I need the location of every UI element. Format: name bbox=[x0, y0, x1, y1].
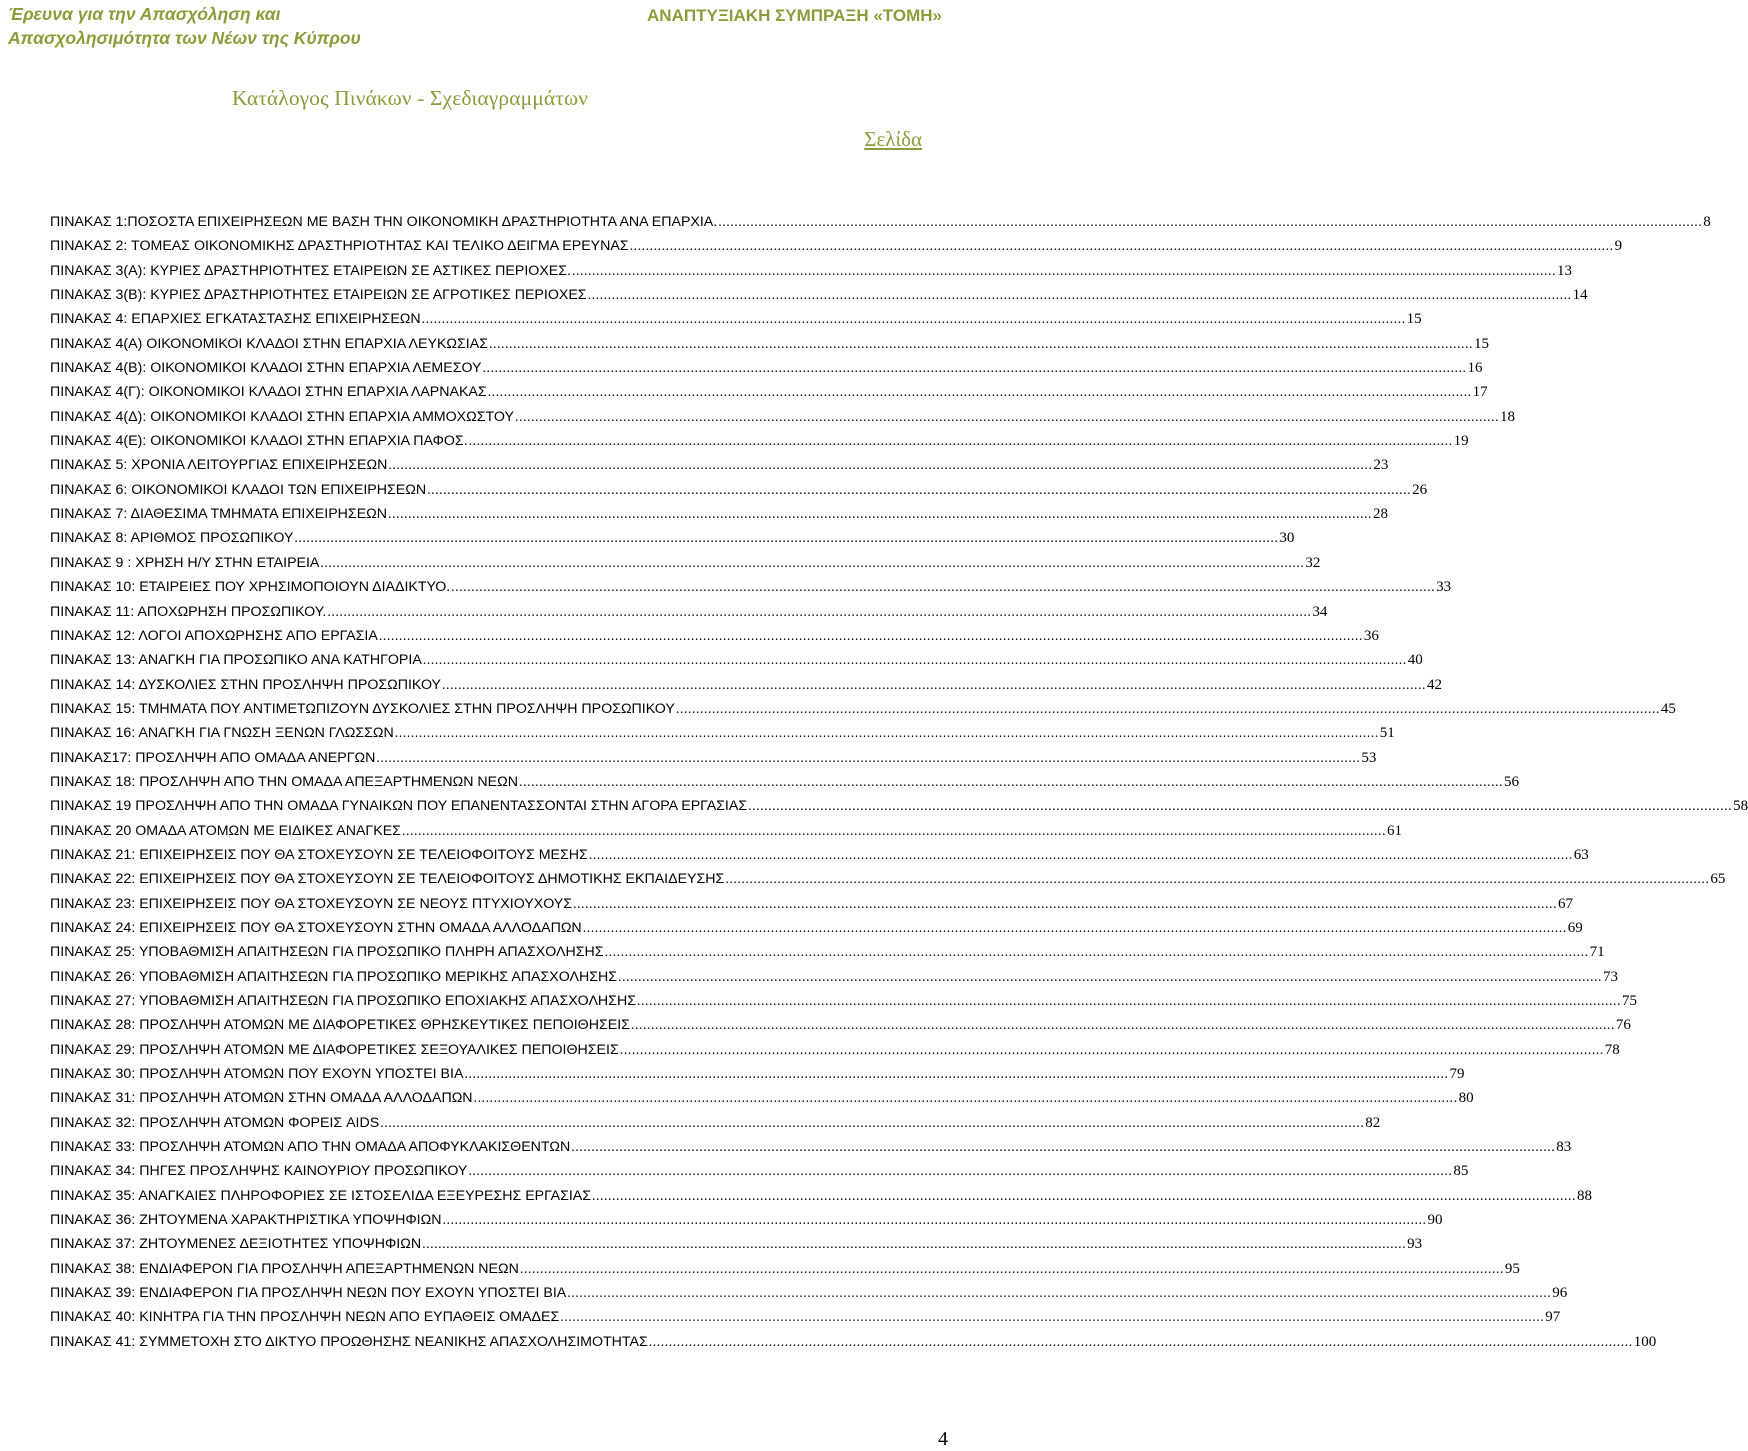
toc-entry-label: ΠΙΝΑΚΑΣ 40: ΚΙΝΗΤΡΑ ΓΙΑ ΤΗΝ ΠΡΟΣΛΗΨΗ ΝΕΩΝ ΑΠΟ ΕΥΠΑΘΕΙΣ ΟΜΑΔΕΣ bbox=[50, 1309, 560, 1326]
toc-dot-leader bbox=[748, 799, 1732, 815]
toc-entry-label: ΠΙΝΑΚΑΣ 3(Β): ΚΥΡΙΕΣ ΔΡΑΣΤΗΡΙΟΤΗΤΕΣ ΕΤΑΙΡΕΙΩΝ ΣΕ ΑΓΡΟΤΙΚΕΣ ΠΕΡΙΟΧΕΣ bbox=[50, 287, 587, 304]
toc-dot-leader bbox=[488, 385, 1472, 401]
toc-entry[interactable] bbox=[50, 822, 1402, 847]
toc-entry-page: 63 bbox=[1573, 846, 1589, 863]
toc-entry[interactable] bbox=[50, 1212, 1443, 1236]
toc-entry-label: ΠΙΝΑΚΑΣ 11: ΑΠΟΧΩΡΗΣΗ ΠΡΟΣΩΠΙΚΟΥ. bbox=[50, 603, 327, 620]
toc-dot-leader bbox=[515, 410, 1499, 426]
toc-dot-leader bbox=[718, 215, 1702, 231]
toc-dot-leader bbox=[620, 1043, 1604, 1059]
toc-entry-label: ΠΙΝΑΚΑΣ 26: ΥΠΟΒΑΘΜΙΣΗ ΑΠΑΙΤΗΣΕΩΝ ΓΙΑ ΠΡΟΣΩΠΙΚΟ ΜΕΡΙΚΗΣ ΑΠΑΣΧΟΛΗΣΗΣ bbox=[50, 968, 618, 985]
toc-entry[interactable] bbox=[50, 360, 1483, 384]
toc-entry-page: 17 bbox=[1472, 384, 1488, 401]
toc-entry-label: ΠΙΝΑΚΑΣ 4: ΕΠΑΡΧΙΕΣ ΕΓΚΑΤΑΣΤΑΣΗΣ ΕΠΙΧΕΙΡΗΣΕΩΝ bbox=[50, 311, 421, 328]
toc-entry-page: 73 bbox=[1603, 968, 1619, 985]
toc-entry-page: 18 bbox=[1499, 408, 1515, 425]
toc-entry-page: 69 bbox=[1567, 919, 1583, 936]
toc-entry-label: ΠΙΝΑΚΑΣ 5: ΧΡΟΝΙΑ ΛΕΙΤΟΥΡΓΙΑΣ ΕΠΙΧΕΙΡΗΣΕΩΝ bbox=[50, 457, 388, 474]
toc-dot-leader bbox=[592, 1189, 1576, 1205]
toc-entry[interactable] bbox=[50, 287, 1588, 311]
toc-entry[interactable] bbox=[50, 408, 1515, 433]
toc-entry-label: ΠΙΝΑΚΑΣ 2: ΤΟΜΕΑΣ ΟΙΚΟΝΟΜΙΚΗΣ ΔΡΑΣΤΗΡΙΟΤΗΤΑΣ ΚΑΙ ΤΕΛΙΚΟ ΔΕΙΓΜΑ ΕΡΕΥΝΑΣ bbox=[50, 238, 629, 255]
toc-entry[interactable] bbox=[50, 1333, 1657, 1358]
toc-entry-label: ΠΙΝΑΚΑΣ 6: ΟΙΚΟΝΟΜΙΚΟΙ ΚΛΑΔΟΙ ΤΩΝ ΕΠΙΧΕΙΡΗΣΕΩΝ bbox=[50, 481, 427, 498]
toc-entry-label: ΠΙΝΑΚΑΣ 35: ΑΝΑΓΚΑΙΕΣ ΠΛΗΡΟΦΟΡΙΕΣ ΣΕ ΙΣΤΟΣΕΛΙΔΑ ΕΞΕΥΡΕΣΗΣ ΕΡΓΑΣΙΑΣ bbox=[50, 1187, 592, 1204]
toc-entry[interactable] bbox=[50, 1066, 1465, 1090]
toc-entry-label: ΠΙΝΑΚΑΣ 18: ΠΡΟΣΛΗΨΗ ΑΠΟ ΤΗΝ ΟΜΑΔΑ ΑΠΕΞΑΡΤΗΜΕΝΩΝ ΝΕΩΝ bbox=[50, 773, 518, 790]
header-partnership-name: ΑΝΑΠΤΥΞΙΑΚΗ ΣΥΜΠΡΑΞΗ «ΤΟΜΗ» bbox=[647, 6, 942, 25]
toc-dot-leader bbox=[573, 897, 1557, 913]
toc-entry-page: 15 bbox=[1473, 335, 1489, 352]
toc-entry-page: 96 bbox=[1552, 1285, 1568, 1302]
toc-dot-leader bbox=[483, 361, 1467, 377]
toc-dot-leader bbox=[520, 1262, 1504, 1278]
toc-entry[interactable] bbox=[50, 1163, 1469, 1187]
toc-entry-page: 30 bbox=[1279, 530, 1295, 547]
toc-entry-page: 79 bbox=[1449, 1066, 1465, 1083]
toc-entry[interactable] bbox=[50, 1017, 1631, 1041]
toc-entry-page: 76 bbox=[1615, 1017, 1631, 1034]
toc-entry[interactable] bbox=[50, 384, 1488, 408]
toc-entry-label: ΠΙΝΑΚΑΣ 30: ΠΡΟΣΛΗΨΗ ΑΤΟΜΩΝ ΠΟΥ ΕΧΟΥΝ ΥΠΟΣΤΕΙ ΒΙΑ bbox=[50, 1066, 464, 1083]
toc-entry-label: ΠΙΝΑΚΑΣ 24: ΕΠΙΧΕΙΡΗΣΕΙΣ ΠΟΥ ΘΑ ΣΤΟΧΕΥΣΟΥΝ ΣΤΗΝ ΟΜΑΔΑ ΑΛΛΟΔΑΠΩΝ bbox=[50, 919, 582, 936]
toc-entry-page: 45 bbox=[1660, 700, 1676, 717]
toc-entry-page: 14 bbox=[1572, 287, 1588, 304]
toc-entry[interactable] bbox=[50, 311, 1422, 335]
toc-entry-page: 15 bbox=[1406, 311, 1422, 328]
toc-entry-label: ΠΙΝΑΚΑΣ17: ΠΡΟΣΛΗΨΗ ΑΠΟ ΟΜΑΔΑ ΑΝΕΡΓΩΝ bbox=[50, 749, 376, 766]
toc-entry[interactable] bbox=[50, 603, 1328, 628]
toc-dot-leader bbox=[427, 483, 1411, 499]
toc-entry[interactable] bbox=[50, 725, 1395, 749]
header-title-line1: Έρευνα για την Απασχόληση και bbox=[8, 4, 281, 24]
page-title: Κατάλογος Πινάκων - Σχεδιαγραμμάτων bbox=[232, 86, 589, 110]
toc-dot-leader bbox=[294, 531, 1278, 547]
toc-entry-page: 34 bbox=[1312, 603, 1328, 620]
toc-entry[interactable] bbox=[50, 919, 1583, 944]
toc-entry-label: ΠΙΝΑΚΑΣ 33: ΠΡΟΣΛΗΨΗ ΑΤΟΜΩΝ ΑΠΟ ΤΗΝ ΟΜΑΔΑ ΑΠΟΦΥΚΛΑΚΙΣΘΕΝΤΩΝ bbox=[50, 1139, 571, 1156]
toc-dot-leader bbox=[320, 556, 1304, 572]
toc-entry-page: 78 bbox=[1604, 1041, 1620, 1058]
toc-entry-page: 75 bbox=[1621, 993, 1637, 1009]
toc-entry-label: ΠΙΝΑΚΑΣ 28: ΠΡΟΣΛΗΨΗ ΑΤΟΜΩΝ ΜΕ ΔΙΑΦΟΡΕΤΙΚΕΣ ΘΡΗΣΚΕΥΤΙΚΕΣ ΠΕΠΟΙΘΗΣΕΙΣ bbox=[50, 1017, 630, 1034]
toc-entry-label: ΠΙΝΑΚΑΣ 4(Δ): ΟΙΚΟΝΟΜΙΚΟΙ ΚΛΑΔΟΙ ΣΤΗΝ ΕΠΑΡΧΙΑ ΑΜΜΟΧΩΣΤΟΥ bbox=[50, 408, 514, 425]
toc-entry-label: ΠΙΝΑΚΑΣ 22: ΕΠΙΧΕΙΡΗΣΕΙΣ ΠΟΥ ΘΑ ΣΤΟΧΕΥΣΟΥΝ ΣΕ ΤΕΛΕΙΟΦΟΙΤΟΥΣ ΔΗΜΟΤΙΚΗΣ ΕΚΠΑΙΔΕΥΣΗΣ bbox=[50, 871, 725, 888]
toc-entry-label: ΠΙΝΑΚΑΣ 1:ΠΟΣΟΣΤΑ ΕΠΙΧΕΙΡΗΣΕΩΝ ΜΕ ΒΑΣΗ ΤΗΝ ΟΙΚΟΝΟΜΙΚΗ ΔΡΑΣΤΗΡΙΟΤΗΤΑ ΑΝΑ ΕΠΑΡΧΙΑ. bbox=[50, 214, 718, 230]
toc-entry-label: ΠΙΝΑΚΑΣ 13: ΑΝΑΓΚΗ ΓΙΑ ΠΡΟΣΩΠΙΚΟ ΑΝΑ ΚΑΤΗΓΟΡΙΑ bbox=[50, 652, 422, 669]
toc-entry[interactable] bbox=[50, 1260, 1520, 1285]
toc-dot-leader bbox=[442, 1213, 1426, 1229]
toc-entry-page: 28 bbox=[1373, 506, 1389, 523]
toc-entry[interactable] bbox=[50, 1285, 1568, 1309]
toc-entry-label: ΠΙΝΑΚΑΣ 39: ΕΝΔΙΑΦΕΡΟΝ ΓΙΑ ΠΡΟΣΛΗΨΗ ΝΕΩΝ ΠΟΥ ΕΧΟΥΝ ΥΠΟΣΤΕΙ ΒΙΑ bbox=[50, 1285, 567, 1302]
toc-entry[interactable] bbox=[50, 238, 1623, 262]
toc-entry[interactable] bbox=[50, 1187, 1593, 1212]
toc-entry-page: 82 bbox=[1365, 1114, 1381, 1131]
toc-dot-leader bbox=[631, 1018, 1615, 1034]
header-title-line2: Απασχολησιμότητα των Νέων της Κύπρου bbox=[8, 28, 361, 48]
toc-entry-label: ΠΙΝΑΚΑΣ 38: ΕΝΔΙΑΦΕΡΟΝ ΓΙΑ ΠΡΟΣΛΗΨΗ ΑΠΕΞΑΡΤΗΜΕΝΩΝ ΝΕΩΝ bbox=[50, 1260, 519, 1277]
toc-entry-label: ΠΙΝΑΚΑΣ 31: ΠΡΟΣΛΗΨΗ ΑΤΟΜΩΝ ΣΤΗΝ ΟΜΑΔΑ ΑΛΛΟΔΑΠΩΝ bbox=[50, 1090, 473, 1107]
toc-dot-leader bbox=[567, 1286, 1551, 1302]
toc-entry-label: ΠΙΝΑΚΑΣ 27: ΥΠΟΒΑΘΜΙΣΗ ΑΠΑΙΤΗΣΕΩΝ ΓΙΑ ΠΡΟΣΩΠΙΚΟ ΕΠΟΧΙΑΚΗΣ ΑΠΑΣΧΟΛΗΣΗΣ bbox=[50, 993, 636, 1009]
toc-entry[interactable] bbox=[50, 530, 1295, 554]
toc-entry[interactable] bbox=[50, 627, 1379, 652]
toc-entry-page: 13 bbox=[1556, 262, 1572, 279]
toc-entry[interactable] bbox=[50, 1041, 1620, 1066]
toc-dot-leader bbox=[560, 1310, 1544, 1326]
toc-dot-leader bbox=[379, 629, 1363, 645]
toc-dot-leader bbox=[589, 848, 1573, 864]
toc-dot-leader bbox=[327, 605, 1311, 621]
toc-entry[interactable] bbox=[50, 506, 1389, 530]
toc-entry-page: 36 bbox=[1363, 627, 1379, 644]
page-column-label: Σελίδα bbox=[864, 127, 922, 151]
toc-dot-leader bbox=[402, 824, 1386, 840]
toc-dot-leader bbox=[464, 1067, 1448, 1083]
toc-entry[interactable] bbox=[50, 773, 1519, 798]
toc-entry-label: ΠΙΝΑΚΑΣ 19 ΠΡΟΣΛΗΨΗ ΑΠΟ ΤΗΝ ΟΜΑΔΑ ΓΥΝΑΙΚΩΝ ΠΟΥ ΕΠΑΝΕΝΤΑΣΣΟΝΤΑΙ ΣΤΗΝ ΑΓΟΡΑ ΕΡΓΑΣΙΑΣ bbox=[50, 798, 748, 815]
toc-entry-page: 83 bbox=[1556, 1139, 1572, 1156]
toc-dot-leader bbox=[637, 994, 1621, 1010]
toc-dot-leader bbox=[422, 1237, 1406, 1253]
toc-entry-label: ΠΙΝΑΚΑΣ 23: ΕΠΙΧΕΙΡΗΣΕΙΣ ΠΟΥ ΘΑ ΣΤΟΧΕΥΣΟΥΝ ΣΕ ΝΕΟΥΣ ΠΤΥΧΙΟΥΧΟΥΣ bbox=[50, 895, 573, 912]
toc-entry-label: ΠΙΝΑΚΑΣ 36: ΖΗΤΟΥΜΕΝΑ ΧΑΡΑΚΤΗΡΙΣΤΙΚΑ ΥΠΟΨΗΦΙΩΝ bbox=[50, 1212, 442, 1229]
toc-entry-page: 88 bbox=[1577, 1187, 1593, 1204]
toc-entry-page: 26 bbox=[1412, 481, 1428, 498]
toc-entry-label: ΠΙΝΑΚΑΣ 4(Γ): ΟΙΚΟΝΟΜΙΚΟΙ ΚΛΑΔΟΙ ΣΤΗΝ ΕΠΑΡΧΙΑ ΛΑΡΝΑΚΑΣ bbox=[50, 384, 487, 401]
toc-entry[interactable] bbox=[50, 676, 1442, 701]
toc-entry-page: 32 bbox=[1305, 554, 1321, 571]
toc-entry-page: 51 bbox=[1379, 725, 1395, 742]
toc-dot-leader bbox=[388, 458, 1372, 474]
toc-entry-page: 65 bbox=[1710, 871, 1726, 888]
toc-dot-leader bbox=[571, 1140, 1555, 1156]
toc-entry-page: 53 bbox=[1361, 749, 1377, 766]
toc-entry[interactable] bbox=[50, 457, 1389, 481]
toc-entry[interactable] bbox=[50, 993, 1637, 1017]
toc-dot-leader bbox=[489, 337, 1473, 353]
toc-entry[interactable] bbox=[50, 749, 1377, 774]
toc-entry-label: ΠΙΝΑΚΑΣ 14: ΔΥΣΚΟΛΙΕΣ ΣΤΗΝ ΠΡΟΣΛΗΨΗ ΠΡΟΣΩΠΙΚΟΥ bbox=[50, 676, 441, 693]
toc-entry-label: ΠΙΝΑΚΑΣ 16: ΑΝΑΓΚΗ ΓΙΑ ΓΝΩΣΗ ΞΕΝΩΝ ΓΛΩΣΣΩΝ bbox=[50, 725, 394, 742]
toc-entry-label: ΠΙΝΑΚΑΣ 8: ΑΡΙΘΜΟΣ ΠΡΟΣΩΠΙΚΟΥ bbox=[50, 530, 294, 547]
toc-entry[interactable] bbox=[50, 481, 1428, 506]
toc-entry-page: 95 bbox=[1504, 1260, 1520, 1277]
toc-dot-leader bbox=[451, 580, 1435, 596]
toc-entry-label: ΠΙΝΑΚΑΣ 12: ΛΟΓΟΙ ΑΠΟΧΩΡΗΣΗΣ ΑΠΟ ΕΡΓΑΣΙΑ bbox=[50, 627, 378, 644]
toc-dot-leader bbox=[423, 653, 1407, 669]
toc-entry-page: 33 bbox=[1436, 579, 1452, 596]
toc-entry-page: 58 bbox=[1733, 798, 1748, 815]
toc-dot-leader bbox=[572, 264, 1556, 280]
toc-entry-label: ΠΙΝΑΚΑΣ 4(Α) ΟΙΚΟΝΟΜΙΚΟΙ ΚΛΑΔΟΙ ΣΤΗΝ ΕΠΑΡΧΙΑ ΛΕΥΚΩΣΙΑΣ bbox=[50, 335, 488, 352]
toc-dot-leader bbox=[469, 434, 1453, 450]
toc-entry-page: 56 bbox=[1503, 773, 1519, 790]
toc-entry[interactable] bbox=[50, 846, 1589, 871]
toc-entry-label: ΠΙΝΑΚΑΣ 4(Ε): ΟΙΚΟΝΟΜΙΚΟΙ ΚΛΑΔΟΙ ΣΤΗΝ ΕΠΑΡΧΙΑ ΠΑΦΟΣ. bbox=[50, 433, 468, 450]
toc-dot-leader bbox=[468, 1164, 1452, 1180]
toc-dot-leader bbox=[388, 507, 1372, 523]
toc-entry-label: ΠΙΝΑΚΑΣ 34: ΠΗΓΕΣ ΠΡΟΣΛΗΨΗΣ ΚΑΙΝΟΥΡΙΟΥ ΠΡΟΣΩΠΙΚΟΥ bbox=[50, 1163, 468, 1180]
toc-entry-label: ΠΙΝΑΚΑΣ 21: ΕΠΙΧΕΙΡΗΣΕΙΣ ΠΟΥ ΘΑ ΣΤΟΧΕΥΣΟΥΝ ΣΕ ΤΕΛΕΙΟΦΟΙΤΟΥΣ ΜΕΣΗΣ bbox=[50, 846, 588, 863]
header-project-title bbox=[8, 2, 361, 50]
toc-dot-leader bbox=[376, 751, 1360, 767]
toc-dot-leader bbox=[583, 921, 1567, 937]
toc-entry-label: ΠΙΝΑΚΑΣ 37: ΖΗΤΟΥΜΕΝΕΣ ΔΕΞΙΟΤΗΤΕΣ ΥΠΟΨΗΦΙΩΝ bbox=[50, 1236, 422, 1253]
toc-entry[interactable] bbox=[50, 214, 1711, 238]
toc-entry-label: ΠΙΝΑΚΑΣ 10: ΕΤΑΙΡΕΙΕΣ ΠΟΥ ΧΡΗΣΙΜΟΠΟΙΟΥΝ ΔΙΑΔΙΚΤΥΟ. bbox=[50, 579, 451, 596]
toc-dot-leader bbox=[474, 1091, 1458, 1107]
toc-entry-page: 67 bbox=[1558, 895, 1574, 912]
toc-entry-page: 8 bbox=[1703, 214, 1711, 230]
toc-entry[interactable] bbox=[50, 1090, 1474, 1114]
toc-entry[interactable] bbox=[50, 262, 1572, 287]
toc-entry[interactable] bbox=[50, 944, 1605, 968]
toc-entry[interactable] bbox=[50, 871, 1726, 895]
toc-entry[interactable] bbox=[50, 335, 1489, 360]
toc-entry-page: 16 bbox=[1467, 360, 1483, 377]
toc-dot-leader bbox=[395, 726, 1379, 742]
toc-entry-page: 61 bbox=[1386, 822, 1402, 839]
toc-entry[interactable] bbox=[50, 1309, 1561, 1333]
toc-entry-page: 85 bbox=[1453, 1163, 1469, 1180]
toc-dot-leader bbox=[380, 1116, 1364, 1132]
toc-entry-page: 19 bbox=[1453, 433, 1469, 450]
toc-dot-leader bbox=[422, 312, 1406, 328]
toc-dot-leader bbox=[618, 970, 1602, 986]
toc-entry-page: 71 bbox=[1589, 944, 1605, 961]
toc-entry[interactable] bbox=[50, 652, 1423, 676]
toc-entry-label: ΠΙΝΑΚΑΣ 29: ΠΡΟΣΛΗΨΗ ΑΤΟΜΩΝ ΜΕ ΔΙΑΦΟΡΕΤΙΚΕΣ ΣΕΞΟΥΑΛΙΚΕΣ ΠΕΠΟΙΘΗΣΕΙΣ bbox=[50, 1041, 619, 1058]
toc-entry-page: 97 bbox=[1545, 1309, 1561, 1326]
toc-entry[interactable] bbox=[50, 433, 1469, 457]
toc-dot-leader bbox=[519, 775, 1503, 791]
toc-entry[interactable] bbox=[50, 895, 1574, 920]
toc-entry-page: 93 bbox=[1407, 1236, 1423, 1253]
toc-entry[interactable] bbox=[50, 1114, 1381, 1139]
toc-dot-leader bbox=[649, 1335, 1633, 1351]
footer-page-number: 4 bbox=[938, 1428, 948, 1450]
toc-entry-label: ΠΙΝΑΚΑΣ 4(Β): ΟΙΚΟΝΟΜΙΚΟΙ ΚΛΑΔΟΙ ΣΤΗΝ ΕΠΑΡΧΙΑ ΛΕΜΕΣΟΥ bbox=[50, 360, 482, 377]
toc-entry-page: 80 bbox=[1458, 1090, 1474, 1107]
toc-entry-page: 40 bbox=[1407, 652, 1423, 669]
toc-dot-leader bbox=[605, 945, 1589, 961]
toc-dot-leader bbox=[676, 702, 1660, 718]
toc-entry-label: ΠΙΝΑΚΑΣ 3(Α): ΚΥΡΙΕΣ ΔΡΑΣΤΗΡΙΟΤΗΤΕΣ ΕΤΑΙΡΕΙΩΝ ΣΕ ΑΣΤΙΚΕΣ ΠΕΡΙΟΧΕΣ. bbox=[50, 262, 571, 279]
toc-dot-leader bbox=[725, 872, 1709, 888]
toc-dot-leader bbox=[588, 288, 1572, 304]
toc-entry-page: 9 bbox=[1614, 238, 1623, 255]
table-of-contents bbox=[50, 214, 1748, 1358]
toc-entry-label: ΠΙΝΑΚΑΣ 15: ΤΜΗΜΑΤΑ ΠΟΥ ΑΝΤΙΜΕΤΩΠΙΖΟΥΝ ΔΥΣΚΟΛΙΕΣ ΣΤΗΝ ΠΡΟΣΛΗΨΗ ΠΡΟΣΩΠΙΚΟΥ bbox=[50, 700, 675, 717]
toc-entry[interactable] bbox=[50, 579, 1452, 603]
toc-entry[interactable] bbox=[50, 968, 1619, 993]
toc-dot-leader bbox=[630, 239, 1614, 255]
toc-entry-label: ΠΙΝΑΚΑΣ 9 : ΧΡΗΣΗ Η/Υ ΣΤΗΝ ΕΤΑΙΡΕΙΑ bbox=[50, 554, 320, 571]
toc-entry[interactable] bbox=[50, 700, 1676, 725]
toc-entry-label: ΠΙΝΑΚΑΣ 32: ΠΡΟΣΛΗΨΗ ΑΤΟΜΩΝ ΦΟΡΕΙΣ AIDS bbox=[50, 1114, 380, 1131]
toc-entry-page: 42 bbox=[1427, 676, 1442, 693]
toc-dot-leader bbox=[442, 678, 1426, 694]
toc-entry-label: ΠΙΝΑΚΑΣ 41: ΣΥΜΜΕΤΟΧΗ ΣΤΟ ΔΙΚΤΥΟ ΠΡΟΩΘΗΣΗΣ ΝΕΑΝΙΚΗΣ ΑΠΑΣΧΟΛΗΣΙΜΟΤΗΤΑΣ bbox=[50, 1333, 648, 1350]
toc-entry-page: 100 bbox=[1633, 1333, 1657, 1350]
toc-entry-page: 23 bbox=[1373, 457, 1389, 474]
toc-entry[interactable] bbox=[50, 1236, 1423, 1260]
toc-entry-label: ΠΙΝΑΚΑΣ 20 ΟΜΑΔΑ ΑΤΟΜΩΝ ΜΕ ΕΙΔΙΚΕΣ ΑΝΑΓΚΕΣ bbox=[50, 822, 401, 839]
toc-entry-page: 90 bbox=[1427, 1212, 1443, 1229]
toc-entry-label: ΠΙΝΑΚΑΣ 7: ΔΙΑΘΕΣΙΜΑ ΤΜΗΜΑΤΑ ΕΠΙΧΕΙΡΗΣΕΩΝ bbox=[50, 506, 388, 523]
toc-entry-label: ΠΙΝΑΚΑΣ 25: ΥΠΟΒΑΘΜΙΣΗ ΑΠΑΙΤΗΣΕΩΝ ΓΙΑ ΠΡΟΣΩΠΙΚΟ ΠΛΗΡΗ ΑΠΑΣΧΟΛΗΣΗΣ bbox=[50, 944, 604, 961]
toc-entry[interactable] bbox=[50, 798, 1748, 822]
toc-entry[interactable] bbox=[50, 1139, 1572, 1163]
toc-entry[interactable] bbox=[50, 554, 1321, 579]
